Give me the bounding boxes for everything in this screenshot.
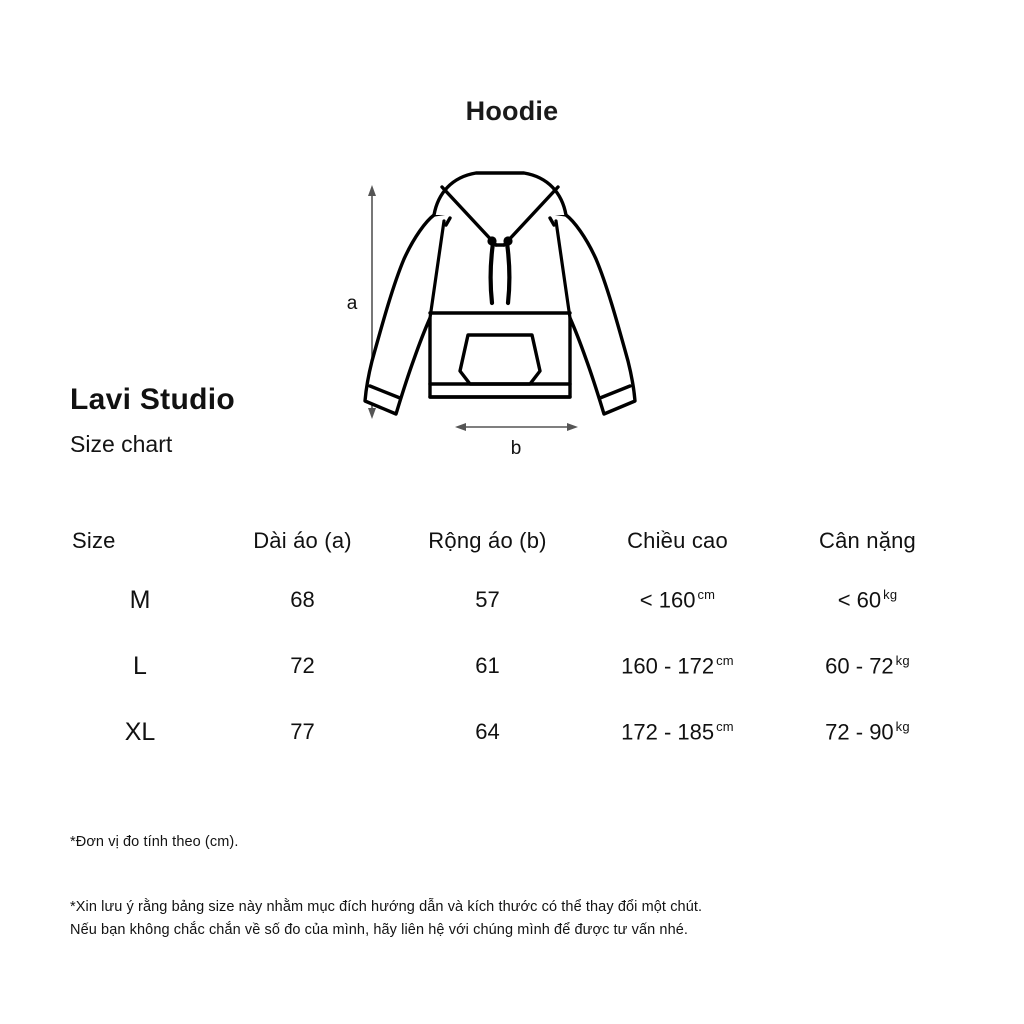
cell-weight-value: 60 - 72 (825, 653, 894, 679)
cell-length: 68 (290, 587, 315, 612)
width-dimension-label: b (510, 438, 522, 459)
size-chart-table (70, 515, 960, 765)
cell-weight (775, 567, 960, 633)
brand-subtitle: Size chart (70, 431, 173, 457)
length-dimension-label: a (346, 293, 358, 314)
cell-height (580, 633, 775, 699)
cell-size: XL (124, 717, 156, 746)
brand-block (70, 383, 490, 457)
cell-weight-value: 72 - 90 (825, 719, 894, 745)
cell-width: 61 (475, 653, 500, 678)
cell-height (580, 699, 775, 765)
brand-name: Lavi Studio (70, 383, 235, 416)
cell-height-unit: cm (697, 586, 716, 602)
cell-weight (775, 699, 960, 765)
column-header-length: Dài áo (a) (253, 528, 352, 553)
cell-width: 57 (475, 587, 500, 612)
cell-height (580, 567, 775, 633)
cell-height-unit: cm (716, 652, 734, 668)
disclaimer-note (70, 896, 702, 943)
cell-size: L (133, 651, 147, 680)
disclaimer-line-2: Nếu bạn không chắc chắn về số đo của mình, hãy liên hệ với chúng mình để được tư vấn nhé. (70, 922, 689, 939)
disclaimer-line-1: *Xin lưu ý rằng bảng size này nhằm mục đích hướng dẫn và kích thước có thể thay đổi một chút. (70, 899, 703, 915)
cell-weight (775, 633, 960, 699)
hoodie-body-outline (365, 173, 635, 414)
cell-weight-unit: kg (895, 652, 910, 668)
cell-weight-value: < 60 (837, 587, 882, 613)
column-header-weight: Cân nặng (818, 528, 916, 553)
cell-width: 64 (475, 719, 500, 744)
page-title: Hoodie (465, 96, 559, 126)
table-row (70, 699, 960, 765)
table-header-row (70, 515, 960, 567)
table-row (70, 633, 960, 699)
cell-height-value: < 160 (639, 587, 696, 613)
cell-height-value: 172 - 185 (621, 719, 715, 745)
cell-height-unit: cm (716, 718, 734, 734)
cell-height-value: 160 - 172 (621, 653, 715, 679)
column-header-width: Rộng áo (b) (428, 528, 547, 553)
cell-length: 72 (290, 653, 315, 678)
cell-weight-unit: kg (895, 718, 910, 734)
unit-note: *Đơn vị đo tính theo (cm). (70, 834, 239, 850)
column-header-size: Size (72, 528, 116, 553)
cell-weight-unit: kg (883, 586, 898, 602)
column-header-height: Chiều cao (627, 528, 728, 553)
table-row (70, 567, 960, 633)
cell-length: 77 (290, 719, 315, 744)
cell-size: M (129, 585, 151, 614)
